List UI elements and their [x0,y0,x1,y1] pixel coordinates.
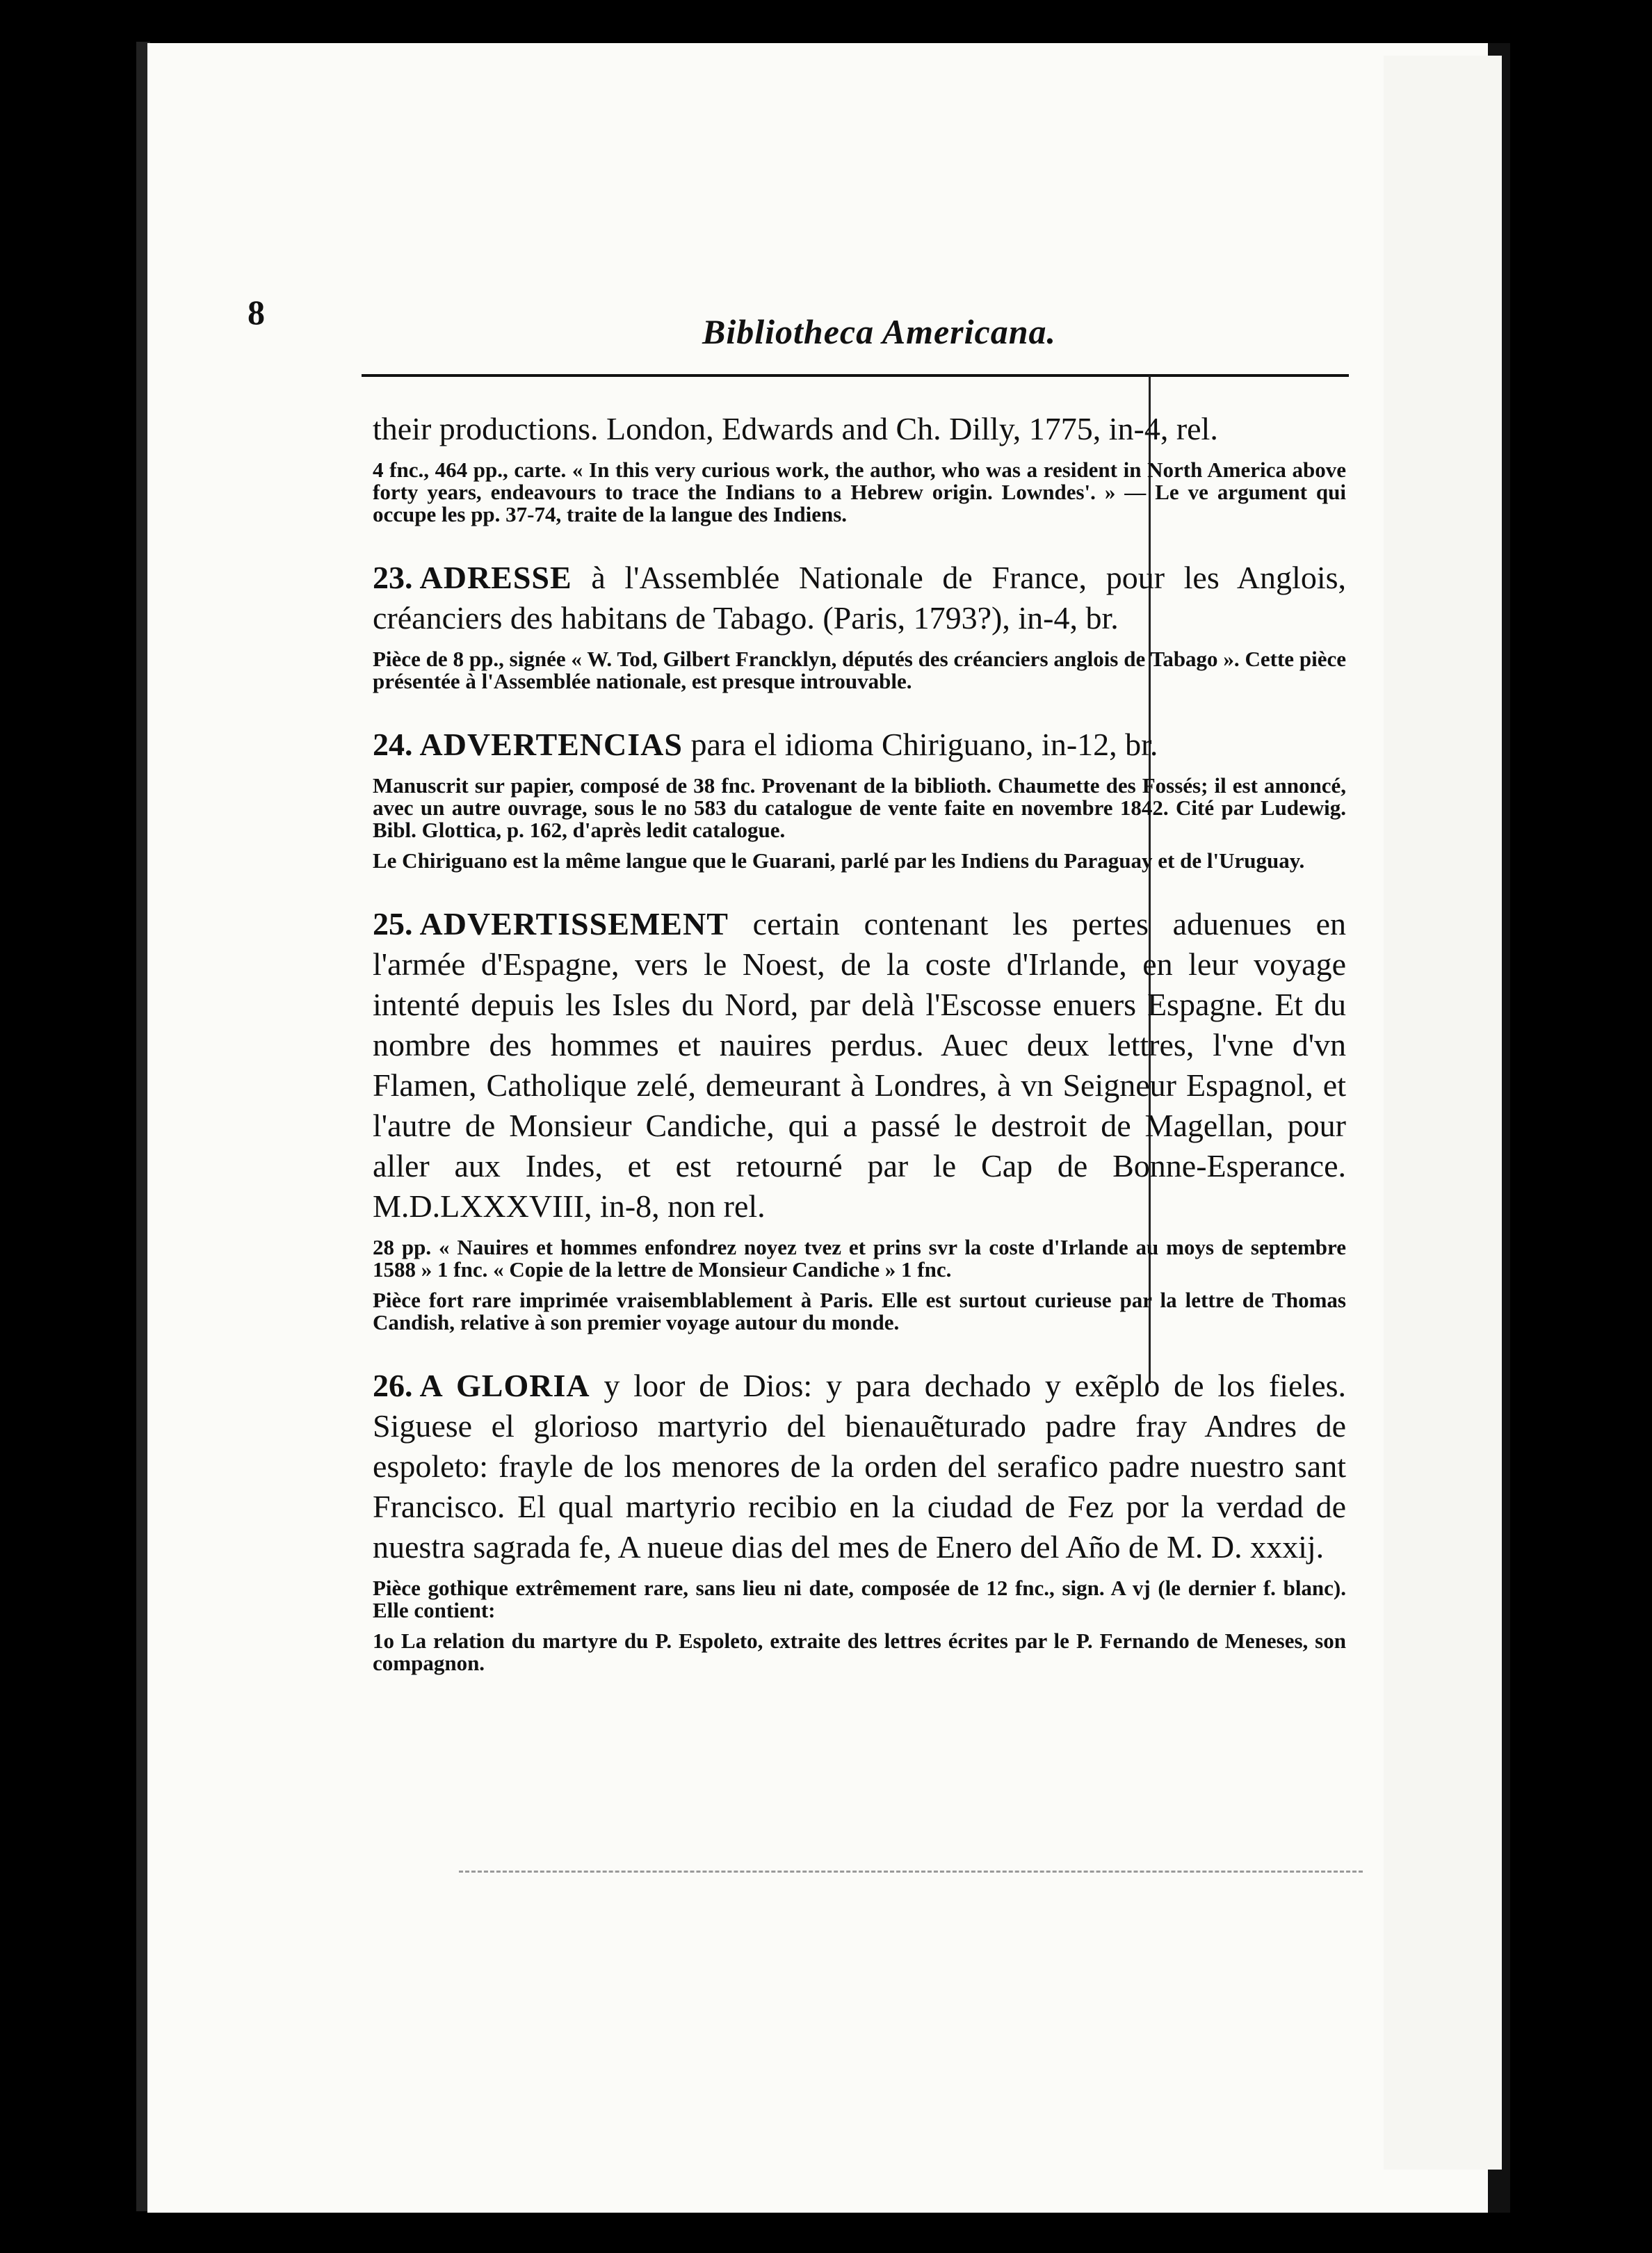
entry-title: y loor de Dios: y para dechado y exẽplo de los fieles. Siguese el glorioso martyrio del bienauẽturado padre fray Andres de espoleto: frayle de los menores de la orden del serafico padre nuestro sant Francisco. El qual martyrio recibio en la ciudad de Fez por la verdad de nuestra sagrada fe, A nueue dias del mes de Enero del Año de M. D. xxxij. [373,1368,1347,1565]
page-number: 8 [248,293,265,332]
entry-heading: ADVERTENCIAS [419,727,683,762]
entry-note: Pièce fort rare imprimée vraisemblablement à Paris. Elle est surtout curieuse par la lettre de Thomas Candish, relative à son premier voyage autour du monde. [373,1288,1346,1334]
entry-26 [373,1366,1346,1674]
running-head: Bibliotheca Americana. [702,312,1057,351]
entry-note: Pièce gothique extrêmement rare, sans lieu ni date, composée de 12 fnc., sign. A vj (le dernier f. blanc). Elle contient: [373,1576,1346,1622]
page-body [373,405,1346,1674]
entry-title: à l'Assemblée Nationale de France, pour les Anglois, créanciers des habitans de Tabago. (Paris, 1793?), in-4, br. [373,560,1347,636]
header-rule [362,374,1349,377]
entry-note: Le Chiriguano est la même langue que le Guarani, parlé par les Indiens du Paraguay et de l'Uruguay. [373,848,1305,873]
entry-23 [373,558,1346,693]
entry-note: 28 pp. « Nauires et hommes enfondrez noyez tvez et prins svr la coste d'Irlande au moys de septembre 1588 » 1 fnc. « Copie de la lettre de Monsieur Candiche » 1 fnc. [373,1235,1346,1282]
entry-number: 23. [373,560,413,595]
entry-note: 4 fnc., 464 pp., carte. « In this very curious work, the author, who was a resident in North America above forty years, endeavours to trace the Indians to a Hebrew origin. Lowndes'. » — Le ve argument qui occupe les pp. 37-74, traite de la langue des Indiens. [373,458,1346,526]
entry-heading: ADVERTISSEMENT [419,906,729,942]
continuation-entry [373,409,1346,526]
entry-number: 26. [373,1368,413,1403]
entry-number: 24. [373,727,413,762]
entry-note: Manuscrit sur papier, composé de 38 fnc. Provenant de la biblioth. Chaumette des Fossés; il est annoncé, avec un autre ouvrage, sous le no 583 du catalogue de vente faite en novembre 1842. Cité par Ludewig. Bibl. Glottica, p. 162, d'après ledit catalogue. [373,773,1346,842]
entry-title: para el idioma Chiriguano, in-12, br. [690,727,1158,762]
facing-page-edge [1384,56,1502,2170]
entry-24 [373,725,1346,872]
continuation-text: their productions. London, Edwards and Ch. Dilly, 1775, in-4, rel. [373,411,1218,446]
entry-25 [373,904,1346,1334]
entry-heading: A GLORIA [419,1368,590,1403]
entry-note: 1o La relation du martyre du P. Espoleto, extraite des lettres écrites par le P. Fernando de Meneses, son compagnon. [373,1629,1346,1675]
entry-title: certain contenant les pertes aduenues en l'armée d'Espagne, vers le Noest, de la coste d'Irlande, en leur voyage intenté depuis les Isles du Nord, par delà l'Escosse enuers Espagne. Et du nombre des hommes et nauires perdus. Auec deux lettres, l'vne d'vn Flamen, Catholique zelé, demeurant à Londres, à vn Seigneur Espagnol, et l'autre de Monsieur Candiche, qui a passé le destroit de Magellan, pour aller aux Indes, et est retourné par le Cap de Bonne-Esperance. M.D.LXXXVIII, in-8, non rel. [373,906,1346,1224]
entry-note: Pièce de 8 pp., signée « W. Tod, Gilbert Francklyn, députés des créanciers anglois de Tabago ». Cette pièce présentée à l'Assemblée nationale, est presque introuvable. [373,647,1346,693]
scan-dash-line [459,1871,1363,1873]
entry-number: 25. [373,906,413,942]
entry-heading: ADRESSE [419,560,572,595]
